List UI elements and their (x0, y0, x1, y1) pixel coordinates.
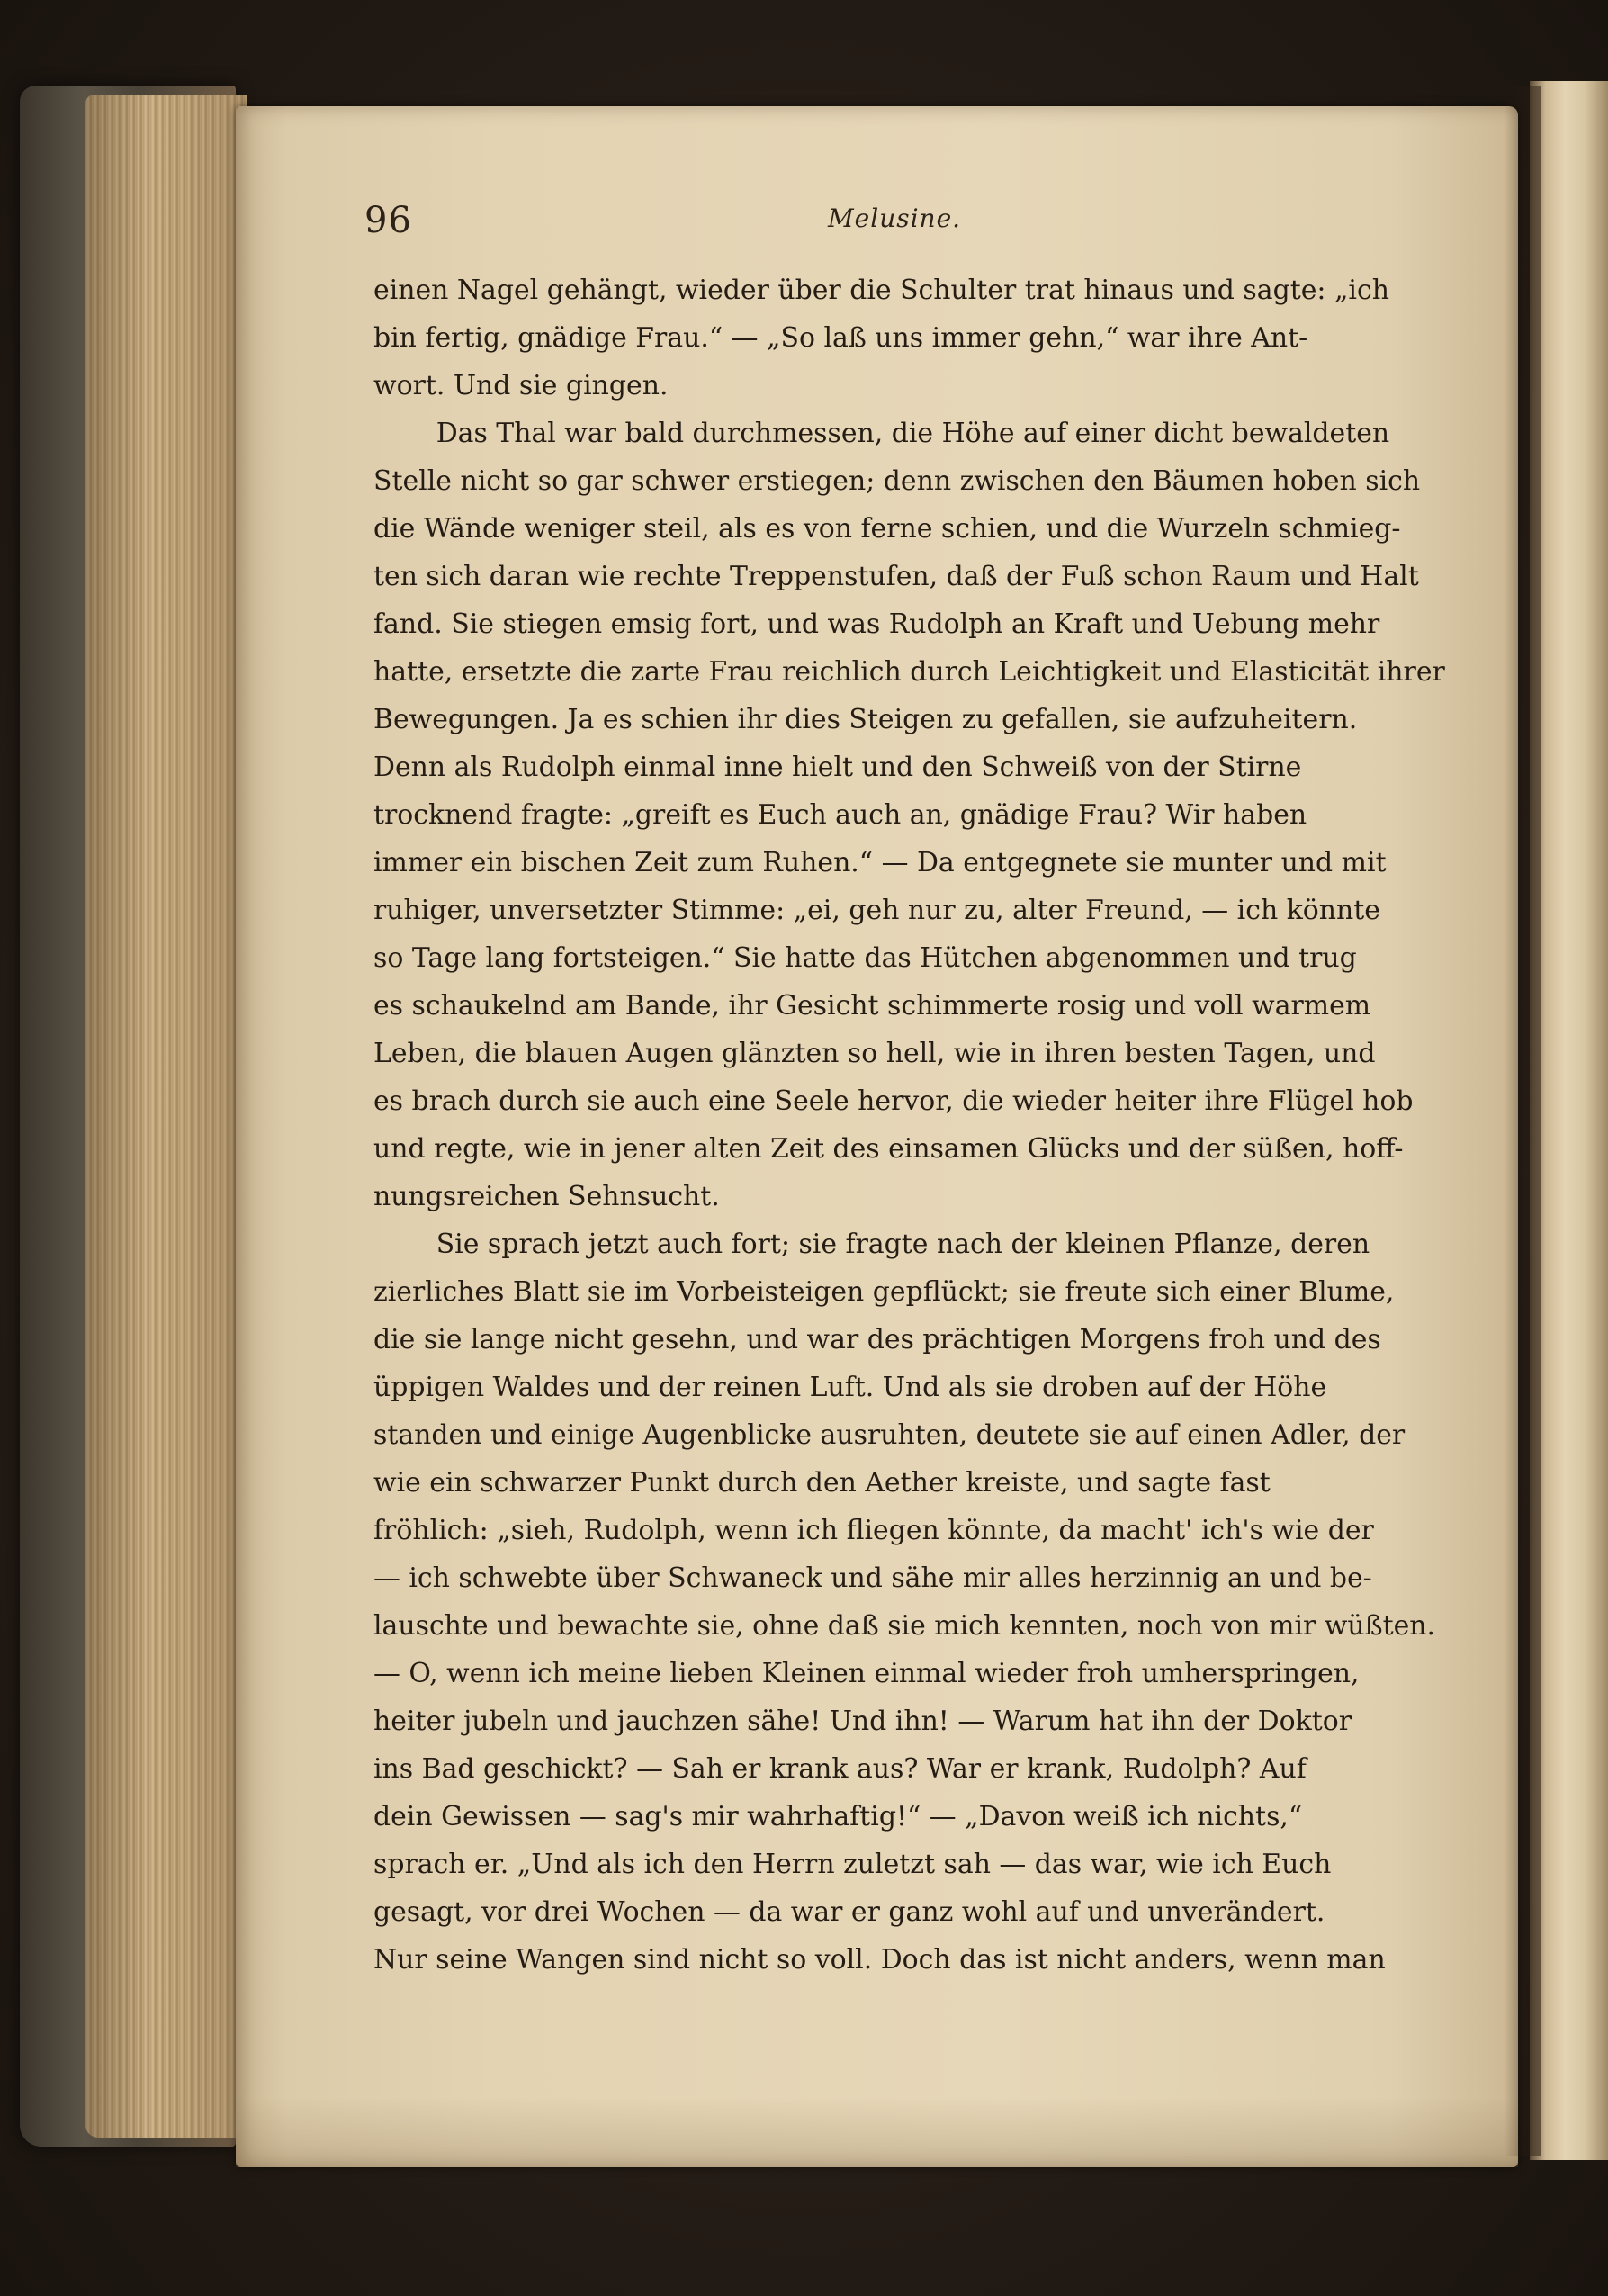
page-header (364, 200, 1471, 254)
text-line: Denn als Rudolph einmal inne hielt und den Schweiß von der Stirne (373, 752, 1302, 783)
facing-page-edge (1530, 81, 1608, 2160)
text-line: bin fertig, gnädige Frau.“ — „So laß uns immer gehn,“ war ihre Ant- (373, 322, 1308, 354)
text-line: üppigen Waldes und der reinen Luft. Und als sie droben auf der Höhe (373, 1372, 1327, 1403)
text-line: Bewegungen. Ja es schien ihr dies Steigen zu gefallen, sie aufzuheitern. (373, 704, 1358, 735)
text-line: es schaukelnd am Bande, ihr Gesicht schimmerte rosig und voll warmem (373, 990, 1371, 1022)
text-line: es brach durch sie auch eine Seele hervor, die wieder heiter ihre Flügel hob (373, 1085, 1414, 1117)
text-line: ruhiger, unversetzter Stimme: „ei, geh nur zu, alter Freund, — ich könnte (373, 895, 1380, 926)
text-line: hatte, ersetzte die zarte Frau reichlich durch Leichtigkeit und Elasticität ihrer (373, 656, 1445, 688)
text-line: gesagt, vor drei Wochen — da war er ganz wohl auf und unverändert. (373, 1896, 1325, 1928)
text-line: Stelle nicht so gar schwer erstiegen; denn zwischen den Bäumen hoben sich (373, 465, 1421, 497)
text-line: — ich schwebte über Schwaneck und sähe mir alles herzinnig an und be- (373, 1562, 1372, 1594)
text-line: Leben, die blauen Augen glänzten so hell, wie in ihren besten Tagen, und (373, 1038, 1376, 1069)
gutter-shadow (1505, 86, 1541, 2156)
text-line: Das Thal war bald durchmessen, die Höhe auf einer dicht bewaldeten (436, 418, 1390, 449)
text-line: und regte, wie in jener alten Zeit des einsamen Glücks und der süßen, hoff- (373, 1133, 1404, 1165)
text-line: lauschte und bewachte sie, ohne daß sie mich kennten, noch von mir wüßten. (373, 1610, 1436, 1642)
text-line: fand. Sie stiegen emsig fort, und was Rudolph an Kraft und Uebung mehr (373, 608, 1380, 640)
page-number: 96 (364, 200, 412, 241)
text-line: ins Bad geschickt? — Sah er krank aus? War er krank, Rudolph? Auf (373, 1753, 1307, 1785)
text-line: zierliches Blatt sie im Vorbeisteigen gepflückt; sie freute sich einer Blume, (373, 1276, 1395, 1308)
running-head: Melusine. (828, 203, 962, 233)
text-line: trocknend fragte: „greift es Euch auch an, gnädige Frau? Wir haben (373, 799, 1307, 831)
text-line: wie ein schwarzer Punkt durch den Aether kreiste, und sagte fast (373, 1467, 1271, 1499)
page-stack-shading (85, 95, 247, 2138)
text-line: — O, wenn ich meine lieben Kleinen einmal wieder froh umherspringen, (373, 1658, 1360, 1689)
text-line: einen Nagel gehängt, wieder über die Schulter trat hinaus und sagte: „ich (373, 275, 1389, 306)
text-line: sprach er. „Und als ich den Herrn zuletzt sah — das war, wie ich Euch (373, 1849, 1332, 1880)
text-line: Nur seine Wangen sind nicht so voll. Doch das ist nicht anders, wenn man (373, 1944, 1386, 1976)
body-text (373, 266, 1489, 1984)
text-line: nungsreichen Sehnsucht. (373, 1181, 720, 1212)
text-line: die Wände weniger steil, als es von ferne schien, und die Wurzeln schmieg- (373, 513, 1401, 545)
text-line: die sie lange nicht gesehn, und war des prächtigen Morgens froh und des (373, 1324, 1381, 1355)
text-line: Sie sprach jetzt auch fort; sie fragte nach der kleinen Pflanze, deren (436, 1229, 1370, 1260)
text-line: dein Gewissen — sag's mir wahrhaftig!“ — „Davon weiß ich nichts,“ (373, 1801, 1303, 1832)
text-line: fröhlich: „sieh, Rudolph, wenn ich fliegen könnte, da macht' ich's wie der (373, 1515, 1374, 1546)
text-line: standen und einige Augenblicke ausruhten, deutete sie auf einen Adler, der (373, 1419, 1406, 1451)
text-line: so Tage lang fortsteigen.“ Sie hatte das Hütchen abgenommen und trug (373, 942, 1357, 974)
text-line: immer ein bischen Zeit zum Ruhen.“ — Da entgegnete sie munter und mit (373, 847, 1387, 878)
text-line: ten sich daran wie rechte Treppenstufen, daß der Fuß schon Raum und Halt (373, 561, 1419, 592)
page-bottom-shade (236, 2097, 1518, 2167)
text-line: heiter jubeln und jauchzen sähe! Und ihn! — Warum hat ihn der Doktor (373, 1706, 1352, 1737)
text-line: wort. Und sie gingen. (373, 370, 669, 401)
